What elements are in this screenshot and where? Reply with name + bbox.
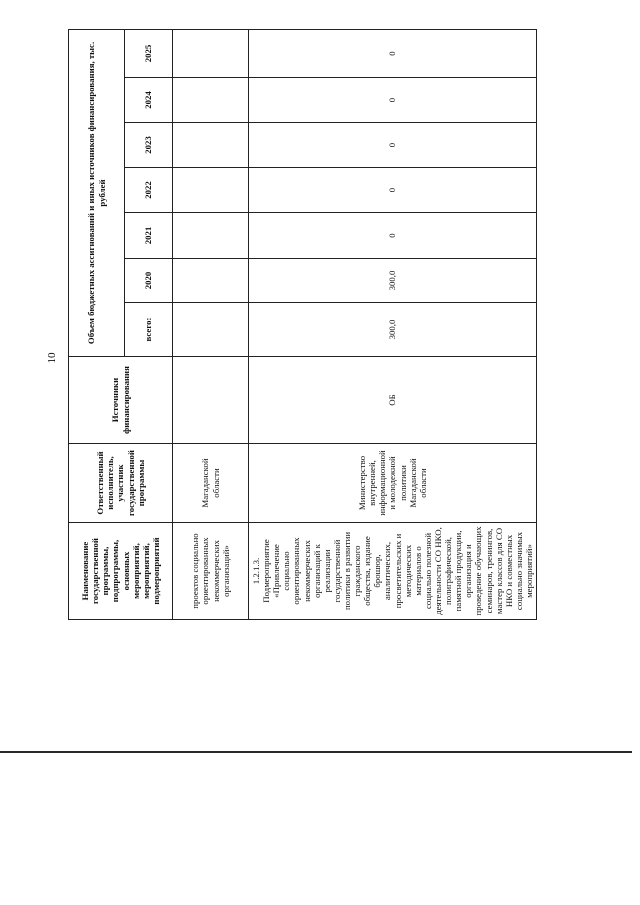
row-executor-cell: Магаданской области: [173, 444, 249, 523]
row-value-cell: [173, 259, 249, 303]
row-name-cell: проектов социально ориентированных некоммерческих организаций»: [173, 523, 249, 620]
header-volume: Объем бюджетных ассигнований и иных источников финансирования, тыс. рублей: [69, 29, 125, 356]
page-divider-line: [0, 751, 632, 753]
row-value-cell: 0: [249, 78, 537, 123]
page-number: 10: [46, 352, 58, 364]
row-total-cell: [173, 303, 249, 357]
row-value-cell: 0: [249, 213, 537, 259]
header-year: 2020: [125, 259, 173, 303]
header-year: 2021: [125, 213, 173, 259]
row-value-cell: 0: [249, 123, 537, 168]
table-row: [249, 29, 537, 619]
table-row: [173, 29, 249, 619]
header-executor: Ответственный исполнитель, участник государственной программы: [69, 444, 173, 523]
row-value-cell: [173, 29, 249, 77]
header-source: Источники финансирования: [69, 357, 173, 444]
row-value-cell: 300,0: [249, 259, 537, 303]
row-value-cell: [173, 168, 249, 213]
row-value-cell: 0: [249, 168, 537, 213]
header-name: Наименование государственной программы, подпрограммы, основных мероприятий, мероприятий, подмероприятий: [69, 523, 173, 620]
row-value-cell: [173, 78, 249, 123]
row-source-cell: [173, 357, 249, 444]
header-year: 2023: [125, 123, 173, 168]
header-total: всего:: [125, 303, 173, 357]
header-year: 2022: [125, 168, 173, 213]
row-value-cell: [173, 213, 249, 259]
rotated-table-container: [68, 30, 534, 620]
row-total-cell: 300,0: [249, 303, 537, 357]
row-name-cell: 1.2.1.3. Подмероприятие «Привлечение социально ориентированных некоммерческих организаций к реализации государственной политики в развитии гражданского общества, издание брошюр, аналитических, просветительских и методических материалов о социально полезной деятельности СО НКО, полиграфической, памятной продукции, организация и проведение обучающих семинаров, тренингов, мастер классов для СО НКО и совместных социально значимых мероприятий»: [249, 523, 537, 620]
budget-table: [68, 29, 537, 620]
header-year: 2024: [125, 78, 173, 123]
row-value-cell: 0: [249, 29, 537, 77]
row-value-cell: [173, 123, 249, 168]
header-year: 2025: [125, 29, 173, 77]
row-executor-cell: Министерство внутренней, информационной и молодежной политики Магаданской области: [249, 444, 537, 523]
row-source-cell: ОБ: [249, 357, 537, 444]
